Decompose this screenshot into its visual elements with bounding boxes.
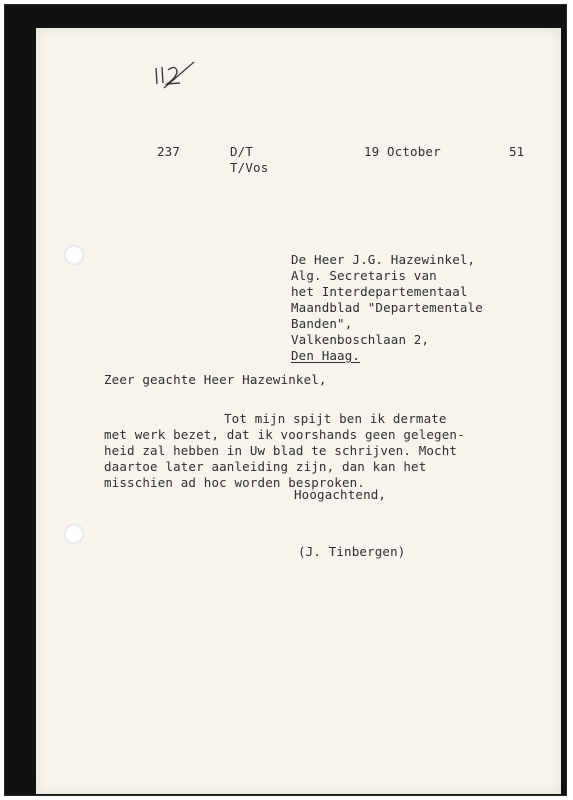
reference-code: D/T: [230, 144, 254, 159]
letter-date: 19 October: [364, 144, 441, 159]
closing: Hoogachtend,: [294, 487, 387, 502]
letter-year: 51: [509, 144, 525, 159]
salutation: Zeer geachte Heer Hazewinkel,: [104, 372, 327, 387]
address-line: Banden",: [291, 316, 353, 331]
body-line: heid zal hebben in Uw blad te schrijven. Mocht: [104, 443, 458, 458]
handwritten-number-annotation: [150, 58, 196, 90]
address-line: Maandblad "Departementale: [291, 300, 483, 315]
reference-number: 237: [157, 144, 181, 159]
body-line: met werk bezet, dat ik voorshands geen gelegen-: [104, 427, 465, 442]
address-line: het Interdepartementaal: [291, 284, 468, 299]
address-line: De Heer J.G. Hazewinkel,: [291, 252, 476, 267]
punch-hole-bottom: [64, 524, 84, 544]
body-line: Tot mijn spijt ben ik dermate: [224, 411, 447, 426]
punch-hole-top: [64, 245, 84, 265]
body-line: daartoe later aanleiding zijn, dan kan het: [104, 459, 427, 474]
address-line: Valkenboschlaan 2,: [291, 332, 430, 347]
signature-name: (J. Tinbergen): [298, 544, 406, 559]
address-line: Alg. Secretaris van: [291, 268, 437, 283]
address-city: Den Haag.: [291, 348, 361, 363]
typist-initials: T/Vos: [230, 160, 269, 175]
body-line: misschien ad hoc worden besproken.: [104, 475, 365, 490]
